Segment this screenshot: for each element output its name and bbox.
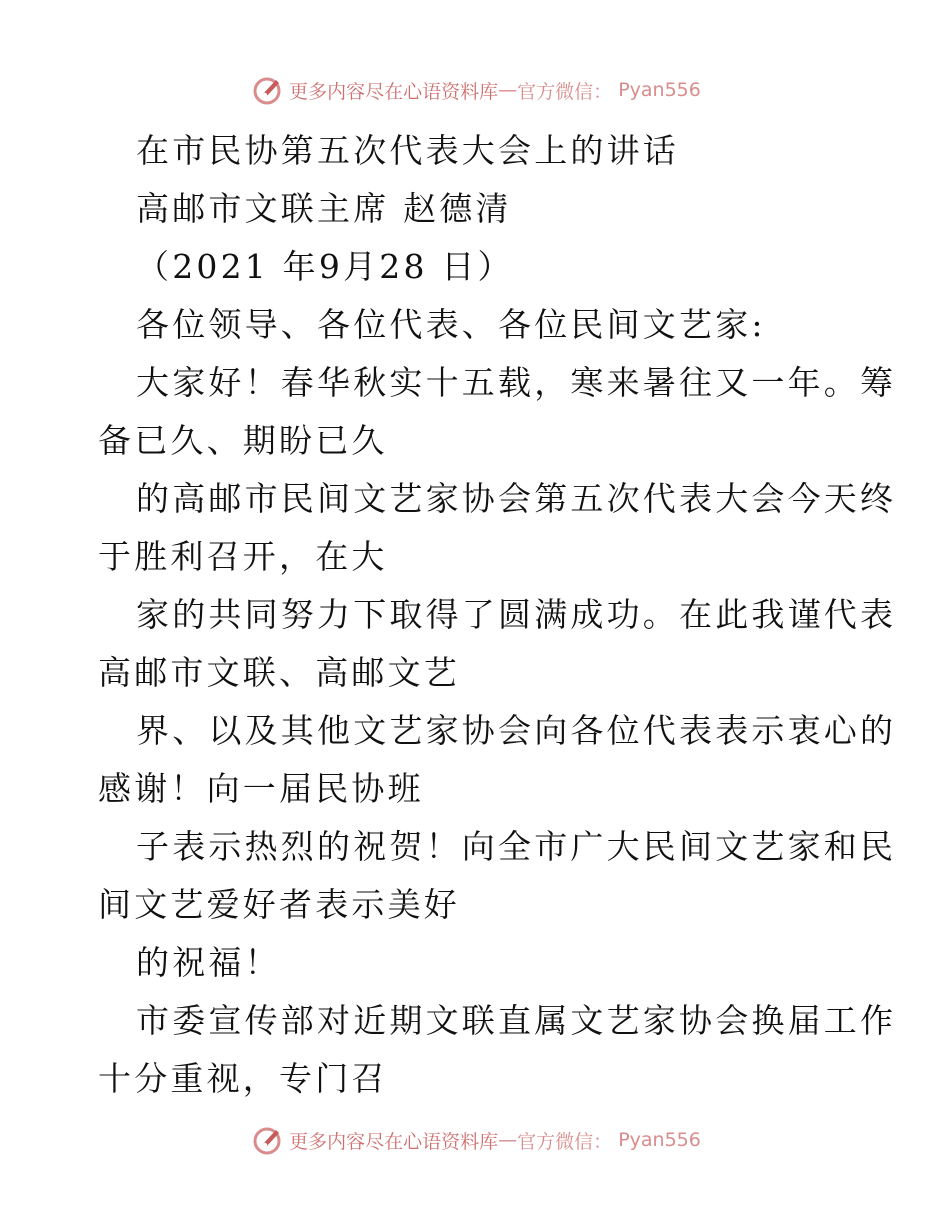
paragraph-line: 子表示热烈的祝贺！向全市广大民间文艺家和民	[136, 827, 897, 866]
watermark-separator: —	[498, 79, 518, 101]
paragraph-line: 备已久、期盼已久	[98, 421, 388, 460]
paragraph-line: 间文艺爱好者表示美好	[98, 885, 460, 924]
watermark-footer	[0, 1120, 950, 1160]
speech-author: 高邮市文联主席 赵德清	[136, 189, 512, 228]
paragraph-line: 于胜利召开，在大	[98, 537, 388, 576]
speech-title: 在市民协第五次代表大会上的讲话	[136, 131, 679, 170]
speech-salutation: 各位领导、各位代表、各位民间文艺家:	[136, 305, 766, 344]
paragraph-line: 十分重视，专门召	[98, 1059, 388, 1098]
paragraph-line: 大家好！春华秋实十五载，寒来暑往又一年。筹	[136, 363, 897, 402]
paragraph-line: 界、以及其他文艺家协会向各位代表表示衷心的	[136, 711, 897, 750]
paragraph-line: 市委宣传部对近期文联直属文艺家协会换届工作	[136, 1001, 897, 1040]
watermark-text: 更多内容尽在心语资料库	[289, 80, 499, 103]
watermark-suffix: 官方微信：	[517, 80, 613, 103]
document-body	[98, 122, 897, 1108]
paragraph-line: 家的共同努力下取得了圆满成功。在此我谨代表	[136, 595, 897, 634]
paragraph-line: 高邮市文联、高邮文艺	[98, 653, 460, 692]
paragraph-line: 的祝福！	[136, 943, 281, 982]
watermark-account: Pyan556	[618, 1129, 701, 1151]
watermark-text: 更多内容尽在心语资料库	[289, 1130, 499, 1153]
paragraph-line: 的高邮市民间文艺家协会第五次代表大会今天终	[136, 479, 897, 518]
watermark-suffix: 官方微信：	[517, 1130, 613, 1153]
watermark-header	[0, 70, 950, 110]
watermark-account: Pyan556	[618, 79, 701, 101]
speech-date: （2021 年9月28 日）	[136, 247, 514, 286]
pen-nib-logo-icon	[249, 1122, 285, 1158]
paragraph-line: 感谢！向一届民协班	[98, 769, 424, 808]
pen-nib-logo-icon	[249, 72, 285, 108]
watermark-separator: —	[498, 1129, 518, 1151]
